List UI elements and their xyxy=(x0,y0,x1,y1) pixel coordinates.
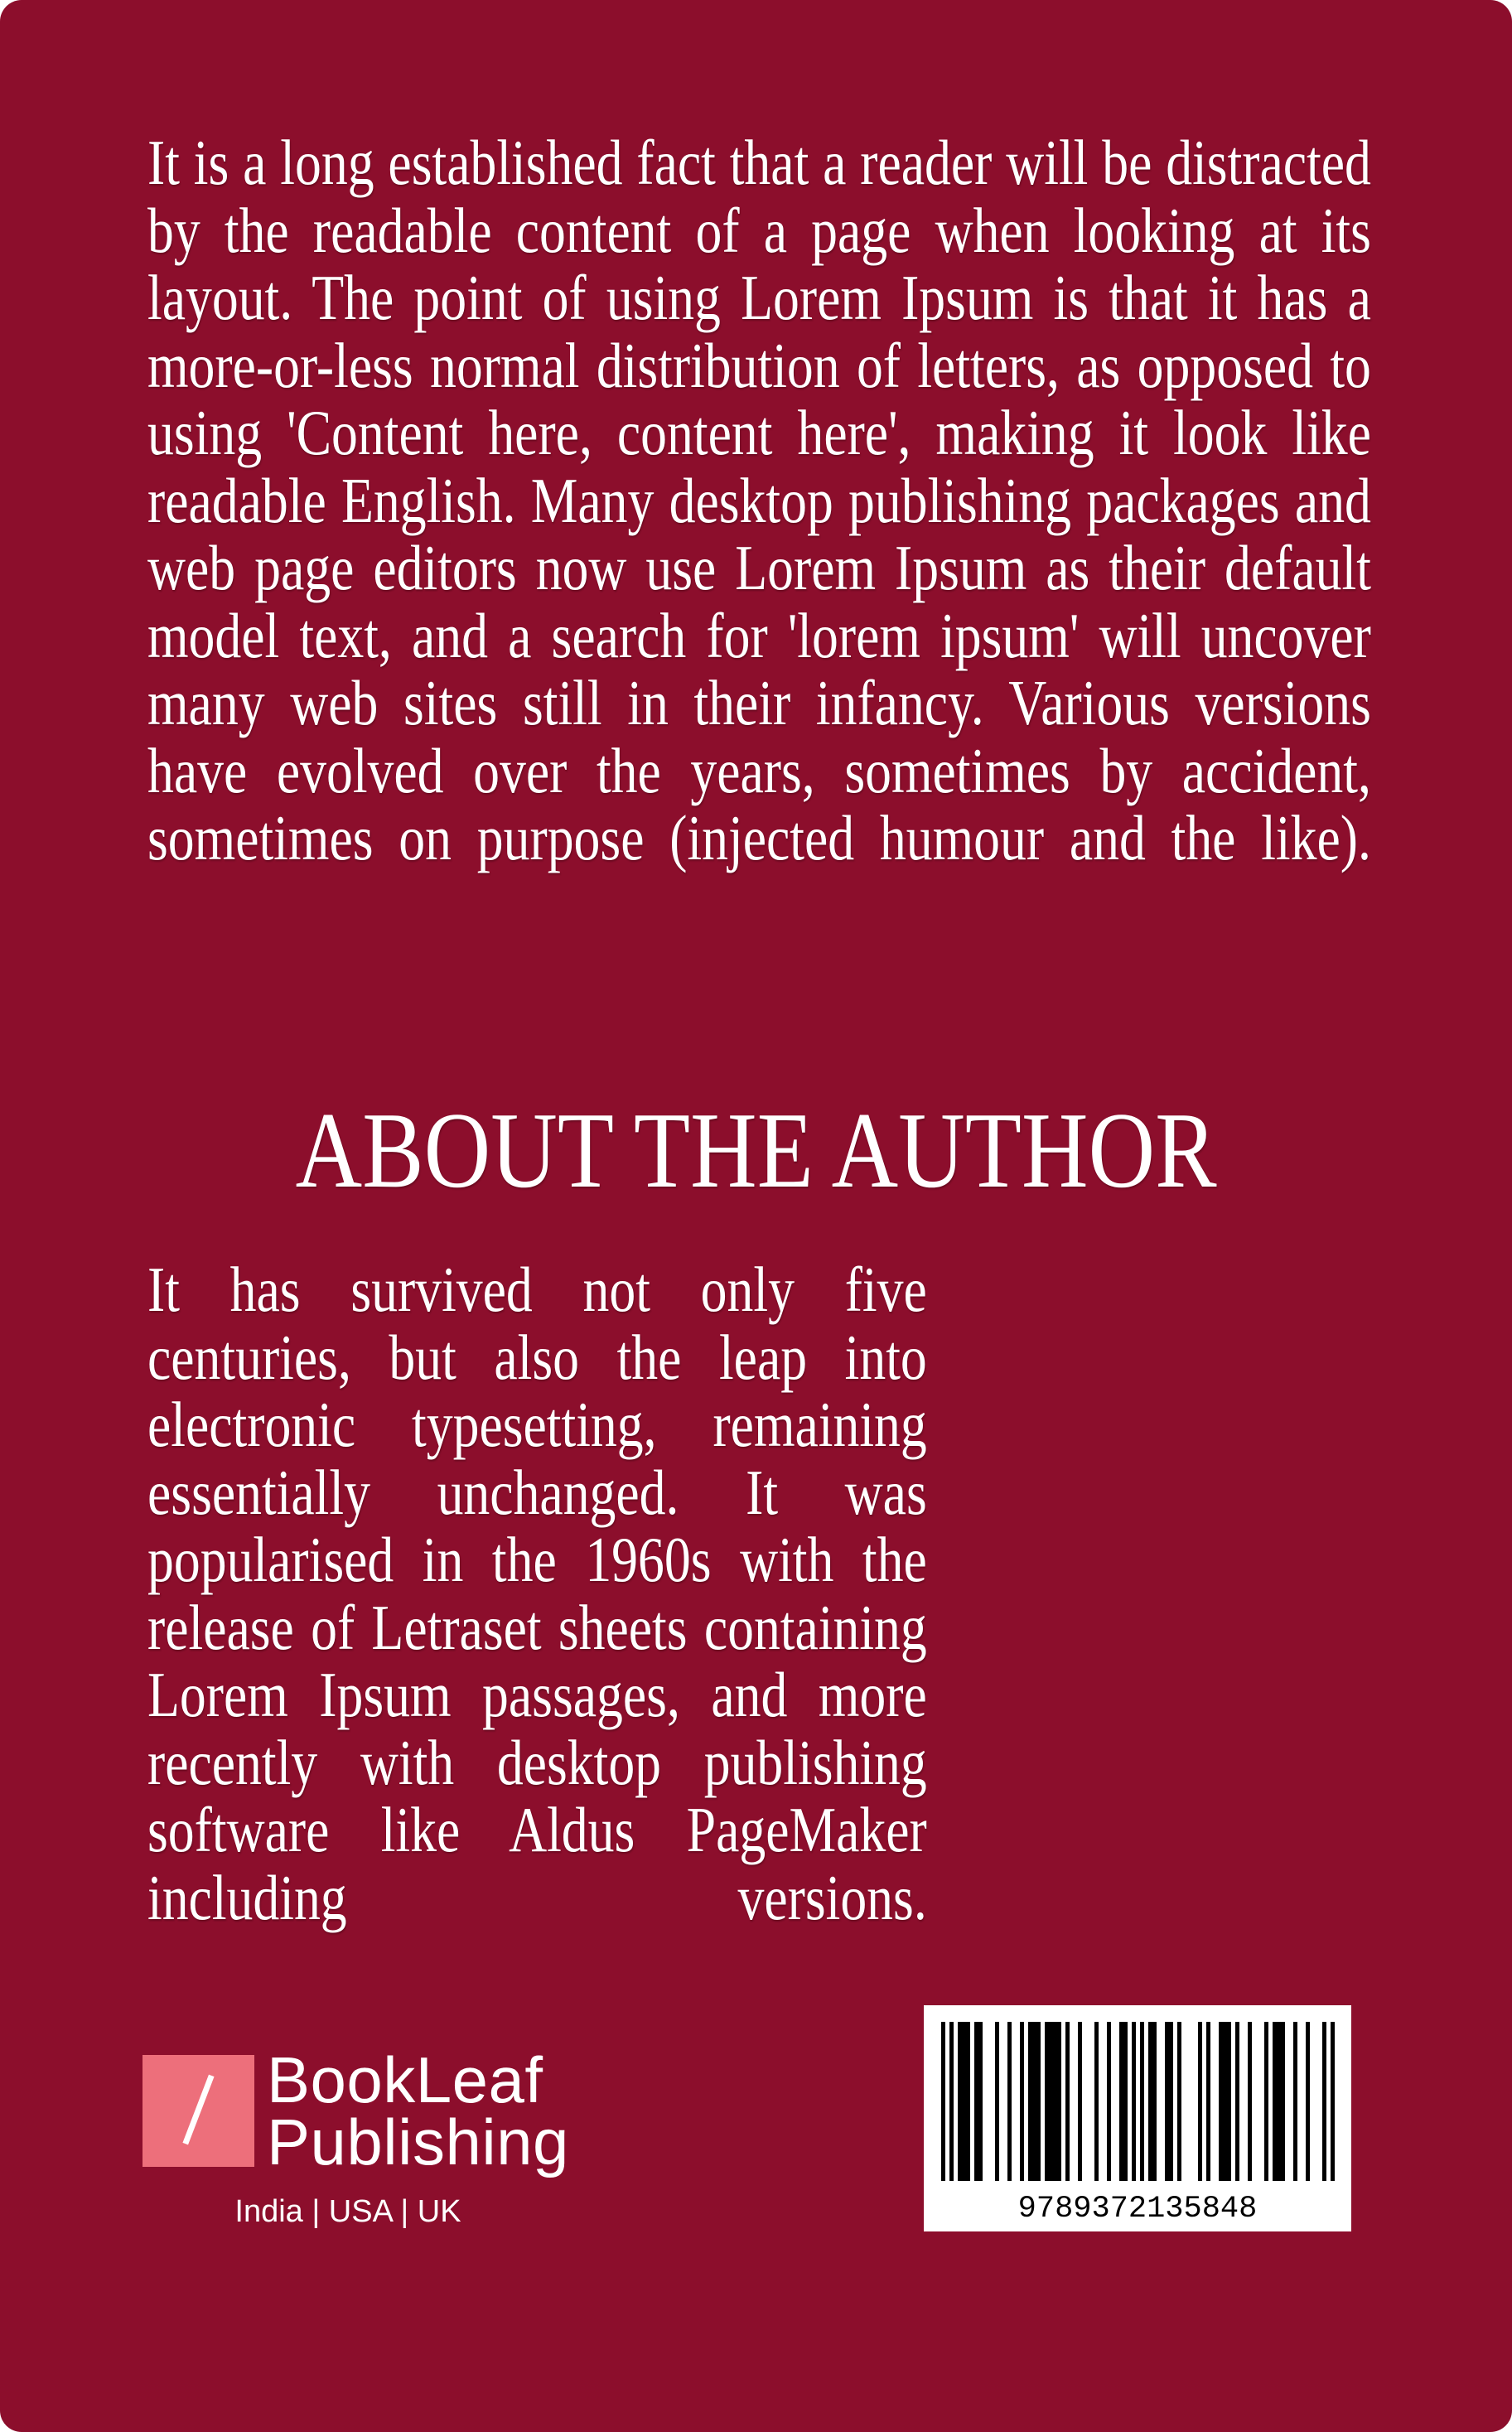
about-author-heading xyxy=(0,1090,1512,1211)
text-line: many web sites still in their infancy. Various versions xyxy=(147,667,1371,738)
publisher-name-line1: BookLeaf xyxy=(267,2043,543,2116)
publisher-name-line2: Publishing xyxy=(267,2106,569,2178)
text-line: electronic typesetting, remaining xyxy=(147,1389,927,1460)
isbn-barcode xyxy=(924,2005,1351,2231)
bookleaf-logo xyxy=(143,2055,254,2167)
author-bio-paragraph xyxy=(147,1256,927,1932)
text-line: using 'Content here, content here', making it look like xyxy=(147,397,1371,468)
text-line: release of Letraset sheets containing xyxy=(147,1591,927,1663)
text-line: popularised in the 1960s with the xyxy=(147,1524,927,1595)
text-line: It is a long established fact that a reader will be distracted xyxy=(147,127,1371,198)
text-line: including versions. xyxy=(147,1861,927,1933)
text-line: sometimes on purpose (injected humour and the like). xyxy=(147,802,1371,873)
publisher-regions: India | USA | UK xyxy=(234,2194,461,2229)
publisher-logo-block xyxy=(143,2043,569,2254)
about-author-heading-text: ABOUT THE AUTHOR xyxy=(295,1090,1217,1211)
text-line: essentially unchanged. It was xyxy=(147,1456,927,1528)
text-line: It has survived not only five xyxy=(147,1254,927,1325)
text-line: more-or-less normal distribution of letters, as opposed to xyxy=(147,329,1371,401)
isbn-number: 9789372135848 xyxy=(1017,2192,1258,2227)
text-line: have evolved over the years, sometimes by accident, xyxy=(147,734,1371,806)
barcode-bars xyxy=(941,2022,1335,2181)
text-line: web page editors now use Lorem Ipsum as their default xyxy=(147,532,1371,603)
text-line: readable English. Many desktop publishing packages and xyxy=(147,464,1371,536)
blurb-paragraph xyxy=(147,129,1371,873)
text-line: recently with desktop publishing xyxy=(147,1726,927,1798)
text-line: layout. The point of using Lorem Ipsum is that it has a xyxy=(147,262,1371,333)
text-line: model text, and a search for 'lorem ipsum' will uncover xyxy=(147,599,1371,671)
slash-icon xyxy=(182,2075,214,2145)
text-line: centuries, but also the leap into xyxy=(147,1321,927,1393)
text-line: by the readable content of a page when looking at its xyxy=(147,194,1371,266)
text-line: Lorem Ipsum passages, and more xyxy=(147,1659,927,1730)
publisher-name xyxy=(267,2043,569,2178)
text-line: software like Aldus PageMaker xyxy=(147,1794,927,1865)
